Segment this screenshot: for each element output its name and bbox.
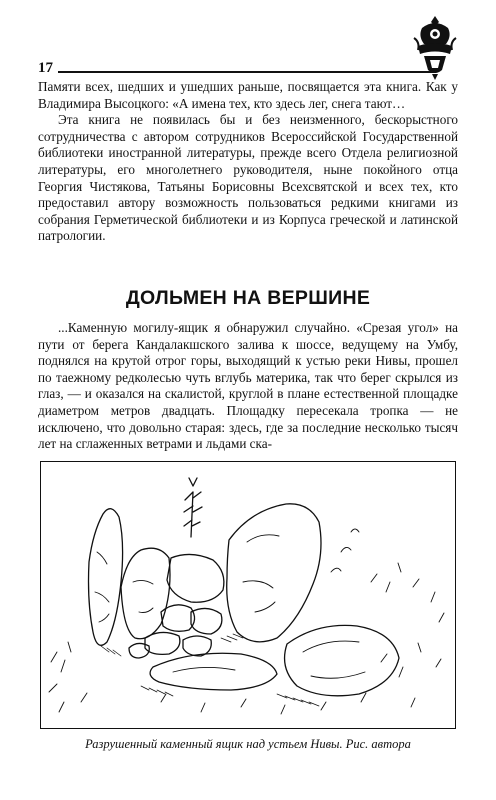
intro-paragraph-1: Памяти всех, шедших и ушедших раньше, посвящается эта книга. Как у Владимира Высоцкого: «А имена тех, кто здесь лег, снега тают… <box>38 79 458 111</box>
intro-paragraph-2: Эта книга не появилась бы и без неизменного, бескорыстного сотрудничества с автором сотрудников Всероссийской Государственной библиотеки иностранной литературы, прежде всего Отдела религиозной литературы, его многолетнего руководителя, ныне покойного отца Георгия Чистякова, Татьяны Борисовны Всехсвятской и всех тех, кто предоставил автору возможность пользоваться редкими книгами из собрания Герметической библиотеки и из Корпуса греческой и латинской патрологии. <box>38 112 458 244</box>
intro-text <box>38 79 458 245</box>
story-paragraph: ...Каменную могилу-ящик я обнаружил случайно. «Срезая угол» на пути от берега Кандалакшского залива к шоссе, ведущему на Умбу, поднялся на крутой отрог горы, выходящий к устью реки Нивы, прошел по таежному редколесью чуть вглубь материка, так что берег скрылся из глаз, — и оказался на скалистой, круглой в плане естественной площадке диаметром метров двадцать. Площадку пересекала тропка — не исключено, что довольно старая: здесь, где за последние несколько тысяч лет на сглаженных ветрами и льдами ска- <box>38 320 458 452</box>
page-number: 17 <box>38 60 53 76</box>
section-heading: ДОЛЬМЕН НА ВЕРШИНЕ <box>125 287 371 309</box>
figure-caption: Разрушенный каменный ящик над устьем Нивы. Рис. автора <box>85 737 411 751</box>
stone-box-illustration <box>40 461 456 729</box>
stone-box-sketch <box>41 462 454 727</box>
ornament-emblem-icon <box>412 14 458 80</box>
story-text <box>38 320 458 453</box>
header-rule <box>58 71 436 73</box>
